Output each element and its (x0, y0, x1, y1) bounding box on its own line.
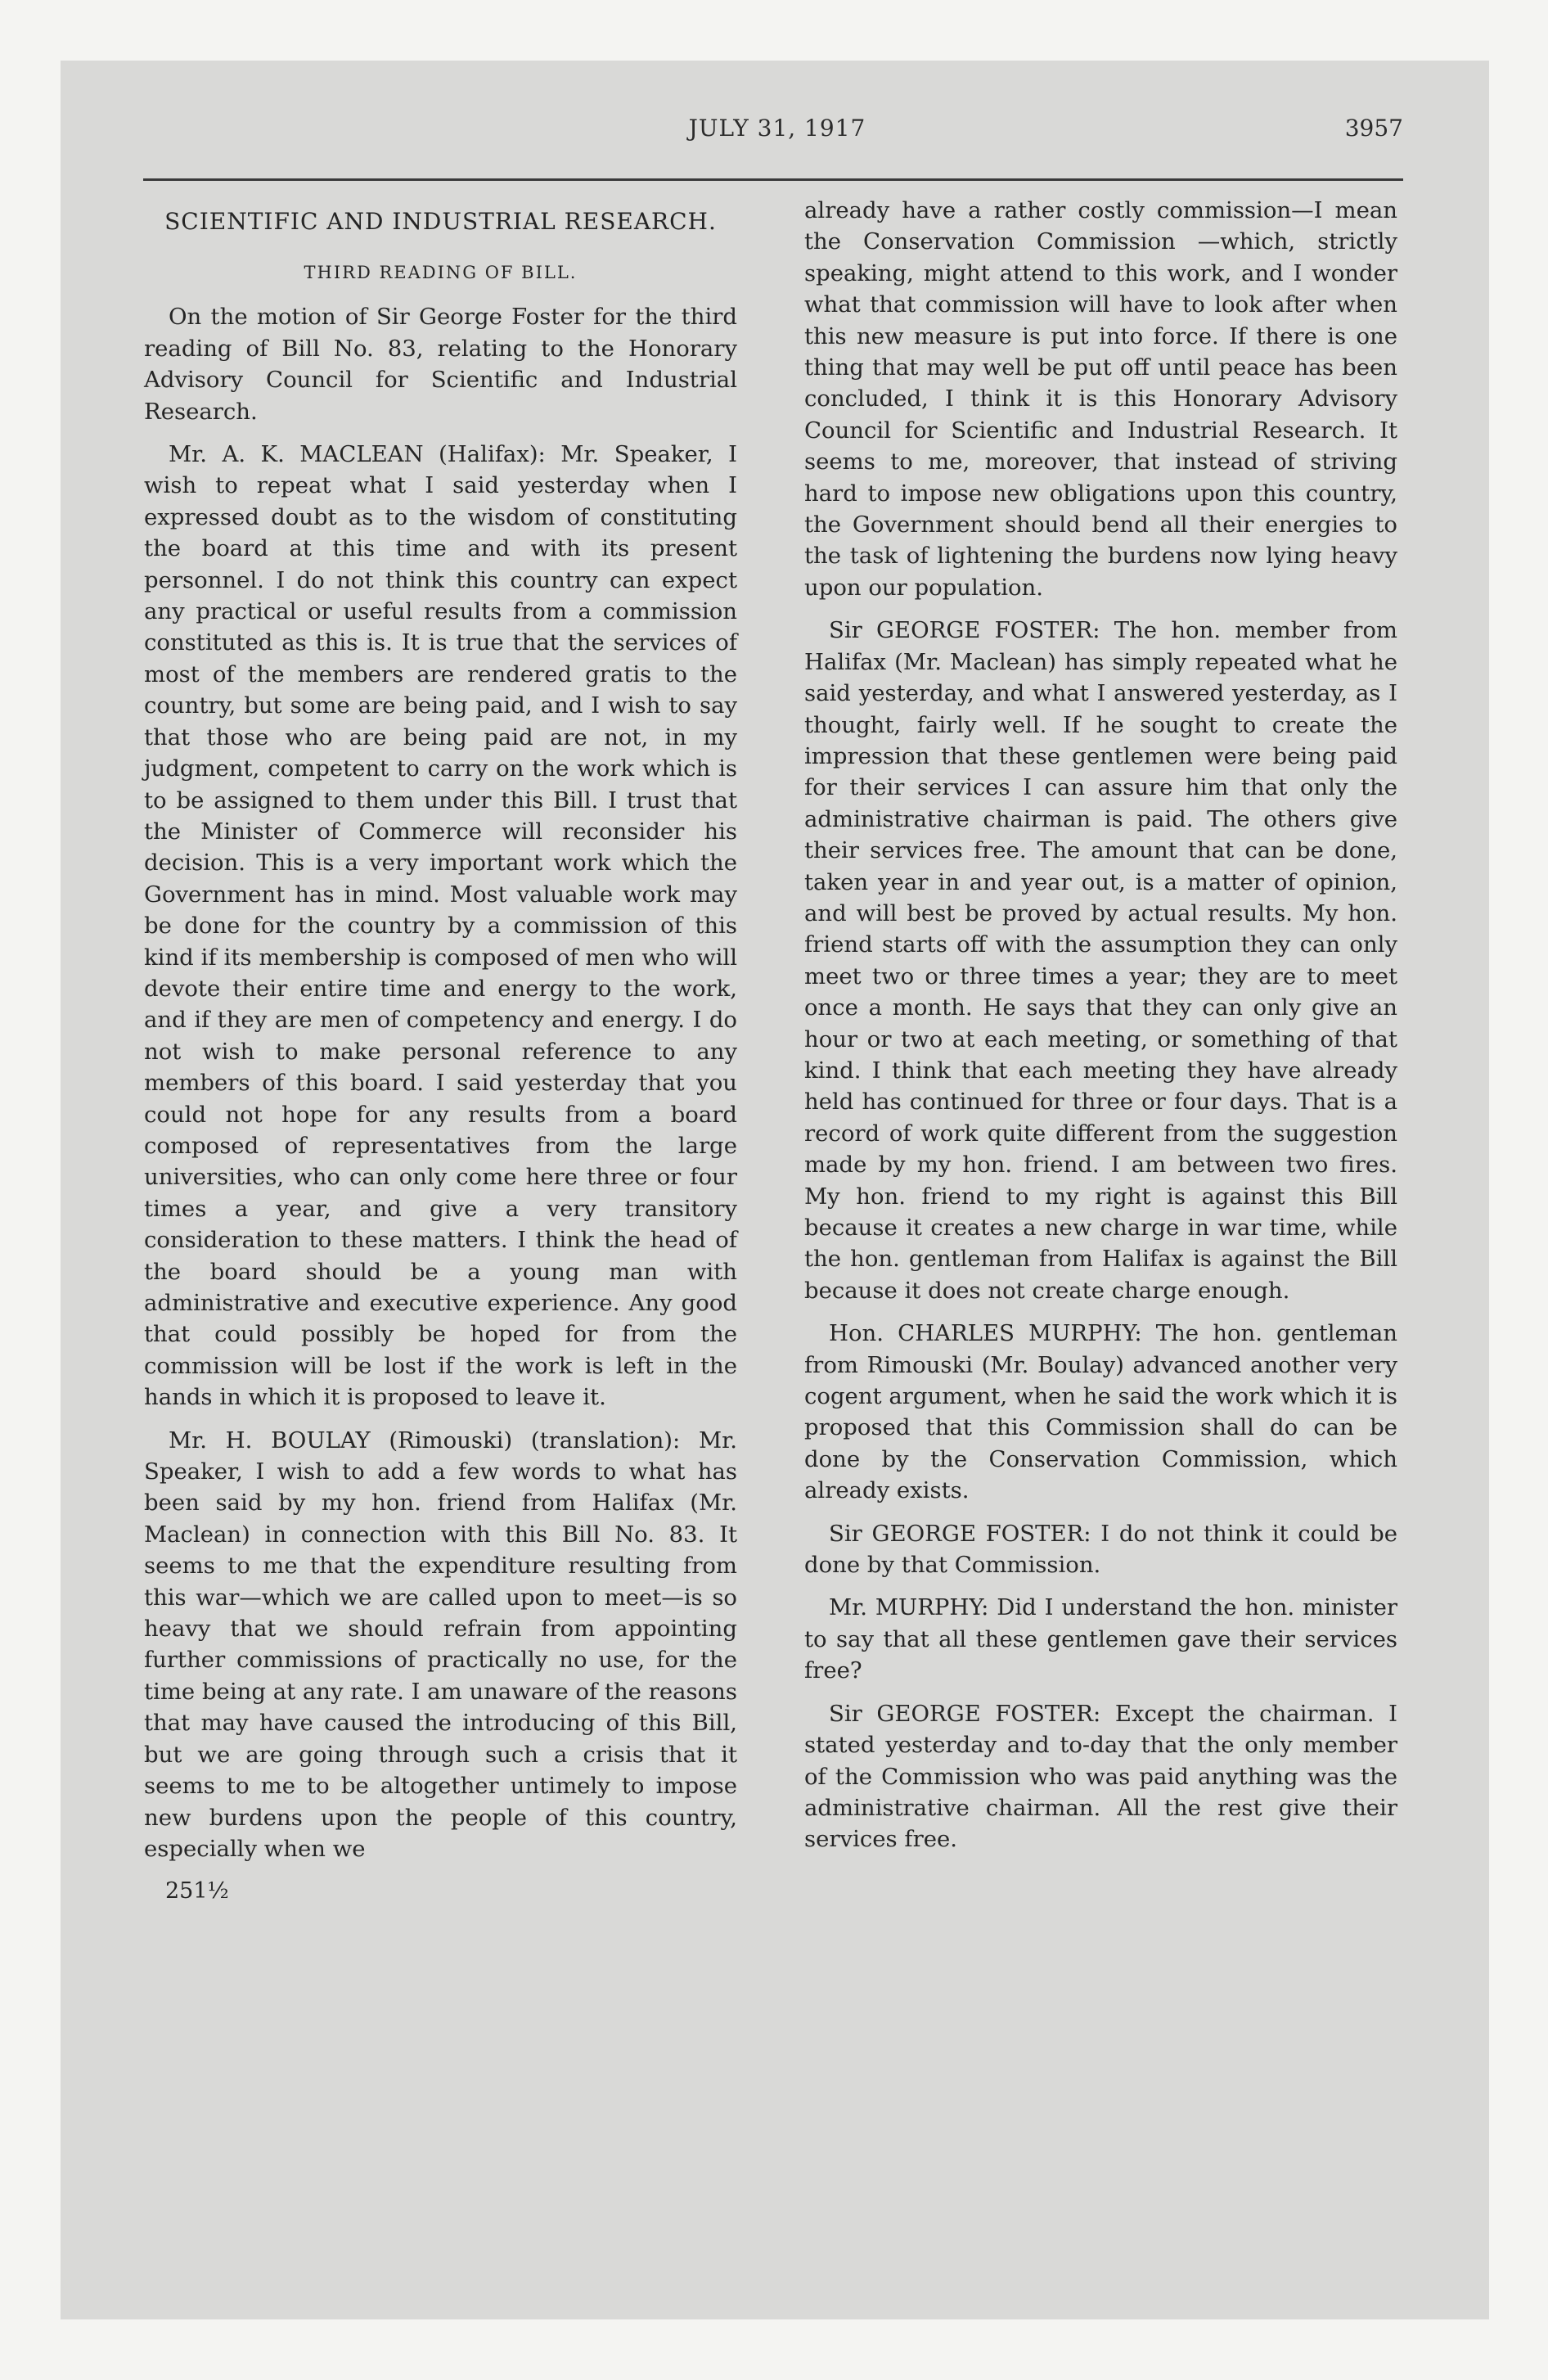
right-column (804, 195, 1397, 1867)
paragraph: already have a rather costly commission—I mean the Conservation Commission —which, strictly speaking, might attend to this work, and I wonder what that commission will have to look after when this new measure is put into force. If there is one thing that may well be put off until peace has been concluded, I think it is this Honorary Advisory Council for Scientific and Industrial Research. It seems to me, moreover, that instead of striving hard to impose new obligations upon this country, the Government should bend all their energies to the task of lightening the burdens now lying heavy upon our population. (804, 197, 1397, 601)
paragraph: Hon. CHARLES MURPHY: The hon. gentleman from Rimouski (Mr. Boulay) advanced another very cogent argument, when he said the work which it is proposed that this Commission shall do can be done by the Conservation Commission, which already exists. (804, 1320, 1397, 1504)
paragraph: Sir GEORGE FOSTER: Except the chairman. I stated yesterday and to-day that the only member of the Commission who was paid anything was the administrative chairman. All the rest give their services free. (804, 1700, 1397, 1853)
header-rule (143, 178, 1403, 181)
paragraph: Mr. H. BOULAY (Rimouski) (translation): Mr. Speaker, I wish to add a few words to what has been said by my hon. friend from Halifax (Mr. Maclean) in connection with this Bill No. 83. It seems to me that the expenditure resulting from this war—which we are called upon to meet—is so heavy that we should refrain from appointing further commissions of practically no use, for the time being at any rate. I am unaware of the reasons that may have caused the introducing of this Bill, but we are going through such a crisis that it seems to me to be altogether untimely to impose new burdens upon the people of this country, especially when we (144, 1427, 737, 1862)
section-title: SCIENTIFIC AND INDUSTRIAL RESEARCH. (164, 208, 717, 235)
paragraph: Sir GEORGE FOSTER: I do not think it could be done by that Commission. (804, 1520, 1397, 1579)
folio-mark: 251½ (165, 1878, 229, 1904)
page-header (151, 115, 1403, 151)
paragraph: Mr. A. K. MACLEAN (Halifax): Mr. Speaker, I wish to repeat what I said yesterday when I expressed doubt as to the wisdom of constituting the board at this time and with its present personnel. I do not think this country can expect any practical or useful results from a commission constituted as this is. It is true that the services of most of the members are rendered gratis to the country, but some are being paid, and I wish to say that those who are being paid are not, in my judgment, competent to carry on the work which is to be assigned to them under this Bill. I trust that the Minister of Commerce will reconsider his decision. This is a very important work which the Government has in mind. Most valuable work may be done for the country by a commission of this kind if its membership is composed of men who will devote their entire time and energy to the work, and if they are men of competency and energy. I do not wish to make personal reference to any members of this board. I said yesterday that you could not hope for any results from a board composed of representatives from the large universities, who can only come here three or four times a year, and give a very transitory consideration to these matters. I think the head of the board should be a young man with administrative and executive experience. Any good that could possibly be hoped for from the commission will be lost if the work is left in the hands in which it is proposed to leave it. (144, 441, 737, 1411)
paragraph: On the motion of Sir George Foster for the third reading of Bill No. 83, relating to the Honorary Advisory Council for Scientific and Industrial Research. (144, 304, 737, 425)
header-date: JULY 31, 1917 (688, 115, 866, 142)
paragraph: Mr. MURPHY: Did I understand the hon. minister to say that all these gentlemen gave their services free? (804, 1594, 1397, 1684)
section-subtitle: THIRD READING OF BILL. (304, 263, 578, 282)
page-number: 3957 (1344, 115, 1403, 142)
paragraph: Sir GEORGE FOSTER: The hon. member from Halifax (Mr. Maclean) has simply repeated what he said yesterday, and what I answered yesterday, as I thought, fairly well. If he sought to create the impression that these gentlemen were being paid for their services I can assure him that only the administrative chairman is paid. The others give their services free. The amount that can be done, taken year in and year out, is a matter of opinion, and will best be proved by actual results. My hon. friend starts off with the assumption they can only meet two or three times a year; they are to meet once a month. He says that they can only give an hour or two at each meeting, or something of that kind. I think that each meeting they have already held has continued for three or four days. That is a record of work quite different from the suggestion made by my hon. friend. I am between two fires. My hon. friend to my right is against this Bill because it creates a new charge in war time, while the hon. gentleman from Halifax is against the Bill because it does not create charge enough. (804, 617, 1397, 1304)
left-column (144, 195, 737, 1908)
